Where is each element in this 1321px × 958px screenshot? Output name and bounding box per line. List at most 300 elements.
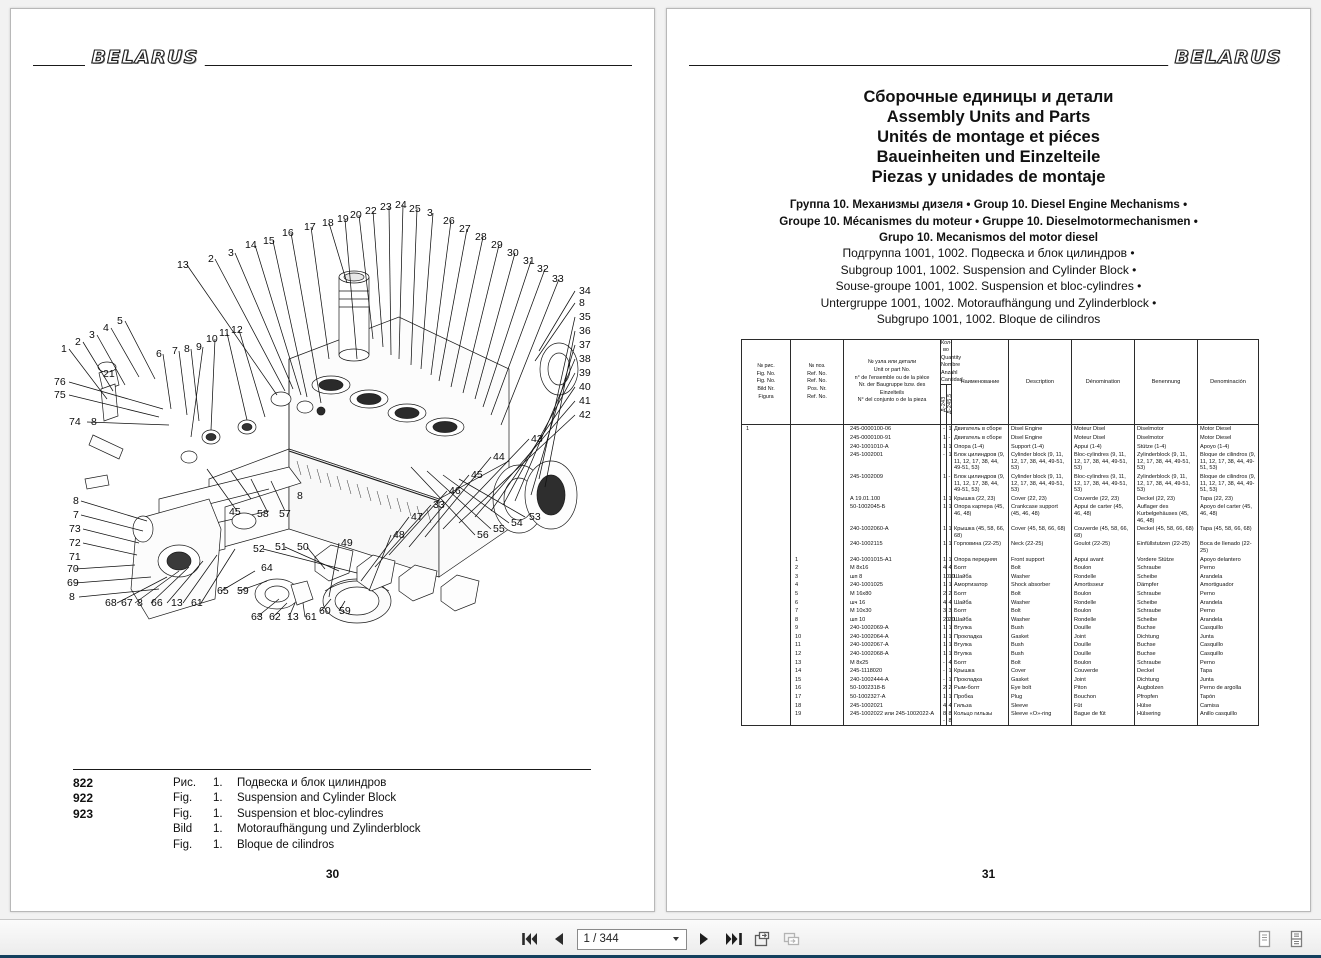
cell-name-ru: Шайба bbox=[952, 573, 1009, 582]
page-right-header bbox=[689, 47, 1288, 73]
parts-table-row bbox=[742, 451, 1259, 473]
parts-table-row bbox=[742, 710, 1259, 726]
cell-description: Neck (22-25) bbox=[1009, 540, 1072, 555]
cell-ref-no: 9 bbox=[791, 624, 844, 633]
parts-table-row bbox=[742, 495, 1259, 504]
previous-page-icon[interactable] bbox=[548, 928, 570, 950]
cell-qty-d243: 20 bbox=[941, 616, 947, 625]
svg-text:53: 53 bbox=[529, 511, 541, 523]
cell-fig-no bbox=[742, 556, 791, 565]
cell-qty-d243: 1 bbox=[941, 693, 947, 702]
belarus-logo-left: BELARUS bbox=[85, 47, 205, 68]
cell-fig-no bbox=[742, 624, 791, 633]
cell-benennung: Schraube bbox=[1135, 607, 1198, 616]
cell-denominacion: Amortiguador bbox=[1198, 581, 1259, 590]
svg-text:41: 41 bbox=[579, 395, 591, 407]
cell-description: Cover (22, 23) bbox=[1009, 495, 1072, 504]
cell-qty-d2455: 3 bbox=[946, 607, 952, 616]
svg-text:3: 3 bbox=[427, 207, 433, 219]
svg-text:73: 73 bbox=[69, 523, 81, 535]
cell-ref-no: 16 bbox=[791, 684, 844, 693]
svg-text:11: 11 bbox=[219, 327, 230, 339]
cell-description: Bolt bbox=[1009, 659, 1072, 668]
cell-part-no: 245-1002009 bbox=[844, 473, 941, 495]
caption-fig-no: 1. bbox=[213, 792, 223, 805]
cell-description: Shock absorber bbox=[1009, 581, 1072, 590]
svg-text:72: 72 bbox=[69, 537, 81, 549]
cell-benennung: Pfropfen bbox=[1135, 693, 1198, 702]
cell-part-no: 240-1002444-А bbox=[844, 676, 941, 685]
svg-text:58: 58 bbox=[257, 508, 269, 520]
svg-text:59: 59 bbox=[237, 585, 249, 597]
svg-text:8: 8 bbox=[137, 597, 143, 609]
cell-benennung: Stütze (1-4) bbox=[1135, 443, 1198, 452]
figure-caption-block bbox=[73, 769, 593, 853]
cell-ref-no: 3 bbox=[791, 573, 844, 582]
hdr-line: Pos. Nr. bbox=[807, 386, 827, 393]
cell-qty-d2455: 1 bbox=[946, 633, 952, 642]
cell-benennung: Dichtung bbox=[1135, 676, 1198, 685]
svg-text:49: 49 bbox=[341, 537, 353, 549]
cell-denominacion: Bloque de cilindros (9, 11, 12, 17, 38, 44, 49-51, 53) bbox=[1198, 473, 1259, 495]
svg-text:3: 3 bbox=[228, 247, 234, 259]
cell-description: Plug bbox=[1009, 693, 1072, 702]
hdr-line: Fig. No. bbox=[756, 370, 776, 377]
cell-description: Bush bbox=[1009, 624, 1072, 633]
caption-row bbox=[73, 822, 593, 837]
cell-benennung: Buchse bbox=[1135, 624, 1198, 633]
cell-qty-d243: 3 bbox=[941, 607, 947, 616]
svg-text:75: 75 bbox=[54, 389, 66, 401]
caption-model-number: 923 bbox=[73, 806, 94, 821]
cell-qty-d243: 4 bbox=[941, 564, 947, 573]
cell-fig-no bbox=[742, 564, 791, 573]
cell-denominacion: Boca de llenado (22-25) bbox=[1198, 540, 1259, 555]
parts-table-row bbox=[742, 650, 1259, 659]
cell-denomination-fr: Douille bbox=[1072, 624, 1135, 633]
first-page-icon[interactable] bbox=[519, 928, 541, 950]
cell-benennung: Schraube bbox=[1135, 659, 1198, 668]
cell-benennung: Zylinderblock (9, 11, 12, 17, 38, 44, 49-51, 53) bbox=[1135, 451, 1198, 473]
cell-denominacion: Tapa bbox=[1198, 667, 1259, 676]
belarus-logo-right: BELARUS bbox=[1168, 47, 1288, 68]
cell-description: Bush bbox=[1009, 641, 1072, 650]
cell-part-no: А 19.01.100 bbox=[844, 495, 941, 504]
parts-table-row bbox=[742, 443, 1259, 452]
cell-qty-d2455: 1 bbox=[946, 503, 952, 525]
svg-text:12: 12 bbox=[231, 324, 243, 336]
cell-description: Gasket bbox=[1009, 633, 1072, 642]
cell-fig-no bbox=[742, 684, 791, 693]
hdr-line: № рис. bbox=[757, 363, 775, 370]
cell-denominacion: Casquillo bbox=[1198, 624, 1259, 633]
cell-ref-no bbox=[791, 434, 844, 443]
cell-qty-d243: 2 bbox=[941, 590, 947, 599]
cell-denomination-fr: Joint bbox=[1072, 633, 1135, 642]
cell-benennung: Scheibe bbox=[1135, 616, 1198, 625]
svg-text:16: 16 bbox=[282, 227, 294, 239]
cell-name-ru: Гильза bbox=[952, 702, 1009, 711]
cell-name-ru: Блок цилиндров (9, 11, 12, 17, 38, 44, 49-51, 53) bbox=[952, 451, 1009, 473]
cell-denomination-fr: Boulon bbox=[1072, 659, 1135, 668]
cell-denominacion: Motor Diesel bbox=[1198, 434, 1259, 443]
cell-ref-no: 15 bbox=[791, 676, 844, 685]
svg-text:21: 21 bbox=[103, 368, 115, 380]
cell-description: Crankcase support (45, 46, 48) bbox=[1009, 503, 1072, 525]
cell-ref-no bbox=[791, 443, 844, 452]
cell-name-ru: Болт bbox=[952, 607, 1009, 616]
svg-text:63: 63 bbox=[251, 611, 263, 623]
parts-table-header-row bbox=[742, 340, 1259, 385]
parts-table-row bbox=[742, 425, 1259, 434]
cell-ref-no bbox=[791, 451, 844, 473]
svg-text:23: 23 bbox=[380, 201, 392, 213]
svg-text:7: 7 bbox=[73, 509, 79, 521]
cell-denomination-fr: Joint bbox=[1072, 676, 1135, 685]
cell-denomination-fr: Bouchon bbox=[1072, 693, 1135, 702]
cell-denominacion: Junta bbox=[1198, 633, 1259, 642]
cell-part-no: 240-1002069-А bbox=[844, 624, 941, 633]
svg-text:39: 39 bbox=[579, 367, 591, 379]
cell-description: Disel Engine bbox=[1009, 425, 1072, 434]
svg-text:31: 31 bbox=[523, 255, 535, 267]
caption-fig-no: 1. bbox=[213, 777, 223, 789]
cell-fig-no bbox=[742, 540, 791, 555]
parts-table-row bbox=[742, 590, 1259, 599]
cell-denomination-fr: Bloc-cylindres (9, 11, 12, 17, 38, 44, 49-51, 53) bbox=[1072, 451, 1135, 473]
cell-qty-d243: 1 bbox=[941, 525, 947, 540]
page-number-combobox[interactable] bbox=[577, 929, 687, 950]
parts-table-row bbox=[742, 556, 1259, 565]
caption-model-number bbox=[73, 838, 173, 853]
svg-text:47: 47 bbox=[411, 511, 423, 523]
cell-qty-d243: 2 bbox=[941, 684, 947, 693]
cell-denomination-fr: Moteur Disel bbox=[1072, 425, 1135, 434]
cell-ref-no: 17 bbox=[791, 693, 844, 702]
cell-qty-d2455: 1 bbox=[946, 624, 952, 633]
svg-text:61: 61 bbox=[191, 597, 203, 609]
svg-text:8: 8 bbox=[91, 416, 97, 428]
svg-text:76: 76 bbox=[54, 376, 66, 388]
group-heading bbox=[689, 197, 1288, 247]
svg-text:50: 50 bbox=[297, 541, 309, 553]
caption-row bbox=[73, 838, 593, 853]
group-line: Groupe 10. Mécanismes du moteur • Gruppe 10. Dieselmotormechanismen • bbox=[779, 214, 1198, 228]
group-line: Группа 10. Механизмы дизеля • Group 10. Diesel Engine Mechanisms • bbox=[789, 198, 1188, 211]
caption-text: Suspension and Cylinder Block bbox=[237, 792, 397, 805]
svg-text:9: 9 bbox=[196, 341, 202, 353]
cell-benennung: Augbolzen bbox=[1135, 684, 1198, 693]
cell-ref-no: 6 bbox=[791, 599, 844, 608]
cell-benennung: Scheibe bbox=[1135, 573, 1198, 582]
cell-description: Cover (45, 58, 66, 68) bbox=[1009, 525, 1072, 540]
cell-fig-no bbox=[742, 503, 791, 525]
col-header-denominacion: Denominación bbox=[1198, 340, 1259, 425]
cell-qty-d243: 4 bbox=[941, 702, 947, 711]
cell-qty-d2455: 1 bbox=[946, 641, 952, 650]
cell-denominacion: Arandela bbox=[1198, 616, 1259, 625]
svg-text:42: 42 bbox=[579, 409, 591, 421]
parts-table-row bbox=[742, 599, 1259, 608]
cell-qty-d243: 1 bbox=[941, 503, 947, 525]
cell-qty-d2455: 1 bbox=[946, 556, 952, 565]
svg-text:38: 38 bbox=[579, 353, 591, 365]
cell-description: Washer bbox=[1009, 573, 1072, 582]
parts-table-row bbox=[742, 503, 1259, 525]
page-title-de: Baueinheiten und Einzelteile bbox=[876, 148, 1101, 166]
cell-part-no: 240-1002068-А bbox=[844, 650, 941, 659]
cell-qty-d2455: 20 bbox=[946, 616, 952, 625]
col-header-qty-d2455 bbox=[946, 385, 952, 425]
svg-text:32: 32 bbox=[537, 263, 549, 275]
cell-benennung: Dämpfer bbox=[1135, 581, 1198, 590]
cell-fig-no bbox=[742, 650, 791, 659]
subgroup-line: Subgroup 1001, 1002. Suspension and Cylinder Block • bbox=[840, 262, 1137, 277]
cell-name-ru: Блок цилиндров (9, 11, 12, 17, 38, 44, 49-51, 53) bbox=[952, 473, 1009, 495]
cell-description: Bolt bbox=[1009, 607, 1072, 616]
cell-description: Cover bbox=[1009, 667, 1072, 676]
cell-fig-no bbox=[742, 693, 791, 702]
cell-description: Bolt bbox=[1009, 564, 1072, 573]
caption-text: Подвеска и блок цилиндров bbox=[237, 777, 387, 789]
cell-qty-d243: - bbox=[941, 451, 947, 473]
cell-denominacion: Casquillo bbox=[1198, 641, 1259, 650]
cell-qty-d2455: 8 8 bbox=[946, 710, 952, 726]
cell-denominacion: Tapa (22, 23) bbox=[1198, 495, 1259, 504]
cell-denomination-fr: Appui de carter (45, 46, 48) bbox=[1072, 503, 1135, 525]
svg-text:54: 54 bbox=[511, 517, 523, 529]
page-number-input[interactable] bbox=[578, 931, 666, 948]
cell-qty-d2455: - bbox=[946, 434, 952, 443]
cell-benennung: Deckel bbox=[1135, 667, 1198, 676]
cell-denomination-fr: Rondelle bbox=[1072, 599, 1135, 608]
svg-text:71: 71 bbox=[69, 551, 81, 563]
caption-fig-no: 1. bbox=[213, 823, 223, 836]
col-header-denomination-fr: Dénomination bbox=[1072, 340, 1135, 425]
col-header-benennung: Benennung bbox=[1135, 340, 1198, 425]
cell-ref-no: 4 bbox=[791, 581, 844, 590]
caption-model-number: 822 bbox=[73, 776, 94, 790]
svg-text:10: 10 bbox=[206, 333, 218, 345]
parts-table-row bbox=[742, 434, 1259, 443]
cell-fig-no bbox=[742, 659, 791, 668]
cell-name-ru: Опора картера (45, 46, 48) bbox=[952, 503, 1009, 525]
cell-denominacion: Motor Diesel bbox=[1198, 425, 1259, 434]
svg-text:65: 65 bbox=[217, 585, 229, 597]
cell-denomination-fr: Couverde bbox=[1072, 667, 1135, 676]
hdr-line: Anzahl bbox=[941, 369, 958, 376]
cell-part-no: 240-1001025 bbox=[844, 581, 941, 590]
cell-denominacion: Arandela bbox=[1198, 599, 1259, 608]
cell-fig-no bbox=[742, 702, 791, 711]
cell-part-no: М 16х80 bbox=[844, 590, 941, 599]
cell-part-no: 245-1002001 bbox=[844, 451, 941, 473]
cell-qty-d2455: 1 bbox=[946, 667, 952, 676]
cell-ref-no bbox=[791, 540, 844, 555]
cell-qty-d243: 1 bbox=[941, 556, 947, 565]
cell-fig-no bbox=[742, 573, 791, 582]
cell-qty-d2455: 1 bbox=[946, 425, 952, 434]
cell-benennung: Diselmotor bbox=[1135, 434, 1198, 443]
caption-label: Fig. bbox=[173, 792, 193, 805]
page-number-right: 31 bbox=[981, 867, 996, 881]
cell-fig-no bbox=[742, 434, 791, 443]
svg-text:34: 34 bbox=[579, 285, 591, 297]
page-left-header bbox=[33, 47, 632, 73]
cell-name-ru: Горловина (22-25) bbox=[952, 540, 1009, 555]
cell-description: Bolt bbox=[1009, 590, 1072, 599]
cell-description: Support (1-4) bbox=[1009, 443, 1072, 452]
caption-label: Рис. bbox=[173, 777, 197, 789]
svg-text:2: 2 bbox=[75, 336, 81, 348]
cell-denomination-fr: Couverde (22, 23) bbox=[1072, 495, 1135, 504]
cell-description: Sleeve «O»-ring bbox=[1009, 710, 1072, 726]
svg-text:5: 5 bbox=[117, 315, 123, 327]
svg-text:18: 18 bbox=[322, 217, 334, 229]
cell-qty-d243: 10 bbox=[941, 573, 947, 582]
cell-qty-d2455: 2 bbox=[946, 684, 952, 693]
cell-denominacion: Perno bbox=[1198, 564, 1259, 573]
cell-name-ru: Опора (1-4) bbox=[952, 443, 1009, 452]
caption-label: Fig. bbox=[173, 807, 193, 820]
cell-denominacion: Casquillo bbox=[1198, 650, 1259, 659]
svg-text:45: 45 bbox=[229, 506, 241, 518]
hdr-line: Nr. der Baugruppe bzw. des Einzelteils bbox=[858, 382, 926, 396]
svg-text:40: 40 bbox=[579, 381, 591, 393]
svg-text:24: 24 bbox=[395, 199, 407, 211]
parts-table-row bbox=[742, 581, 1259, 590]
page-left bbox=[10, 8, 655, 912]
caption-fig-no: 1. bbox=[213, 838, 223, 851]
cell-description: Bush bbox=[1009, 650, 1072, 659]
page-title-en: Assembly Units and Parts bbox=[886, 108, 1091, 126]
cell-description: Disel Engine bbox=[1009, 434, 1072, 443]
cell-qty-d243: 1 bbox=[941, 581, 947, 590]
col-header-part-no bbox=[844, 340, 941, 425]
last-page-icon[interactable] bbox=[723, 928, 745, 950]
cell-fig-no bbox=[742, 525, 791, 540]
cell-denomination-fr: Couverde (45, 58, 66, 68) bbox=[1072, 525, 1135, 540]
cell-benennung: Einfüllstutzen (22-25) bbox=[1135, 540, 1198, 555]
page-title-fr: Unités de montage et piéces bbox=[877, 128, 1100, 146]
cell-denominacion: Bloque de cilindros (9, 11, 12, 17, 38, 44, 49-51, 53) bbox=[1198, 451, 1259, 473]
cell-ref-no bbox=[791, 495, 844, 504]
next-page-icon[interactable] bbox=[694, 928, 716, 950]
svg-text:61: 61 bbox=[305, 611, 317, 623]
caption-label: Fig. bbox=[173, 838, 193, 851]
svg-text:59: 59 bbox=[339, 605, 351, 617]
parts-table-row bbox=[742, 540, 1259, 555]
svg-text:56: 56 bbox=[477, 529, 489, 541]
cell-denomination-fr: Bague de fût bbox=[1072, 710, 1135, 726]
svg-text:55: 55 bbox=[493, 523, 505, 535]
continuous-page-view-icon[interactable] bbox=[1285, 928, 1307, 950]
subgroup-line: Souse-groupe 1001, 1002. Suspension et bloc-cylindres • bbox=[835, 279, 1142, 294]
export-icon[interactable] bbox=[752, 928, 774, 950]
cell-ref-no: 12 bbox=[791, 650, 844, 659]
caption-text: Bloque de cilindros bbox=[237, 838, 335, 851]
cell-name-ru: Болт bbox=[952, 659, 1009, 668]
toolbar-right-group bbox=[1253, 928, 1307, 950]
svg-text:36: 36 bbox=[579, 325, 591, 337]
cell-denomination-fr: Boulon bbox=[1072, 564, 1135, 573]
cell-name-ru: Втулка bbox=[952, 624, 1009, 633]
cell-denomination-fr: Rondelle bbox=[1072, 573, 1135, 582]
cell-name-ru: Двигатель в сборе bbox=[952, 425, 1009, 434]
copy-icon[interactable] bbox=[781, 928, 803, 950]
cell-benennung: Buchse bbox=[1135, 650, 1198, 659]
cell-fig-no bbox=[742, 667, 791, 676]
caption-row bbox=[73, 807, 593, 822]
cell-fig-no bbox=[742, 443, 791, 452]
cell-qty-d243: 1 bbox=[941, 650, 947, 659]
cell-part-no: 240-1001010-А bbox=[844, 443, 941, 452]
svg-text:13: 13 bbox=[287, 611, 299, 623]
cell-qty-d2455: - bbox=[946, 473, 952, 495]
cell-qty-d2455: 4 bbox=[946, 702, 952, 711]
caption-text: Motoraufhängung und Zylinderblock bbox=[237, 823, 421, 836]
parts-table-row bbox=[742, 564, 1259, 573]
cell-denomination-fr: Appui avant bbox=[1072, 556, 1135, 565]
cell-part-no: 240-1002067-А bbox=[844, 641, 941, 650]
cell-qty-d2455: 1 bbox=[946, 451, 952, 473]
single-page-view-icon[interactable] bbox=[1253, 928, 1275, 950]
cell-denomination-fr: Piton bbox=[1072, 684, 1135, 693]
hdr-line: Кол-во bbox=[941, 340, 952, 354]
svg-text:2: 2 bbox=[208, 253, 214, 265]
svg-text:15: 15 bbox=[263, 235, 275, 247]
figure-suspension-cylinder-block bbox=[39, 199, 629, 649]
cell-ref-no: 2 bbox=[791, 564, 844, 573]
cell-benennung: Buchse bbox=[1135, 641, 1198, 650]
hdr-line: Fig. No. bbox=[756, 378, 776, 385]
cell-fig-no bbox=[742, 495, 791, 504]
chevron-down-icon[interactable] bbox=[673, 937, 679, 941]
page-title-ru: Сборочные единицы и детали bbox=[863, 88, 1114, 106]
cell-part-no: М 8х25 bbox=[844, 659, 941, 668]
cell-name-ru: Болт bbox=[952, 564, 1009, 573]
parts-table-row bbox=[742, 676, 1259, 685]
caption-label: Bild bbox=[173, 823, 193, 836]
cell-name-ru: Пробка bbox=[952, 693, 1009, 702]
hdr-line: Quantity bbox=[941, 354, 962, 361]
svg-text:4: 4 bbox=[103, 322, 109, 334]
parts-table-row bbox=[742, 702, 1259, 711]
qty-sub-label: Д-245.5 bbox=[946, 394, 953, 415]
svg-text:69: 69 bbox=[67, 577, 79, 589]
cell-ref-no: 18 bbox=[791, 702, 844, 711]
cell-part-no: 245-0000100-91 bbox=[844, 434, 941, 443]
svg-text:8: 8 bbox=[69, 591, 75, 603]
cell-ref-no: 8 bbox=[791, 616, 844, 625]
svg-text:70: 70 bbox=[67, 563, 79, 575]
svg-text:8: 8 bbox=[297, 490, 303, 502]
cell-part-no: 240-1002060-А bbox=[844, 525, 941, 540]
cell-qty-d2455: 1 bbox=[946, 540, 952, 555]
cell-qty-d2455: 1 bbox=[946, 495, 952, 504]
svg-text:17: 17 bbox=[304, 221, 316, 233]
cell-fig-no bbox=[742, 599, 791, 608]
subgroup-line: Subgrupo 1001, 1002. Bloque de cilindros bbox=[876, 312, 1101, 327]
svg-text:13: 13 bbox=[171, 597, 183, 609]
svg-text:33: 33 bbox=[552, 273, 564, 285]
cell-qty-d2455: 2 bbox=[946, 590, 952, 599]
svg-text:29: 29 bbox=[491, 239, 503, 251]
svg-text:57: 57 bbox=[279, 508, 291, 520]
hdr-line: Unit or part No. bbox=[873, 367, 911, 374]
svg-text:64: 64 bbox=[261, 562, 273, 574]
cell-qty-d2455: 4 bbox=[946, 659, 952, 668]
